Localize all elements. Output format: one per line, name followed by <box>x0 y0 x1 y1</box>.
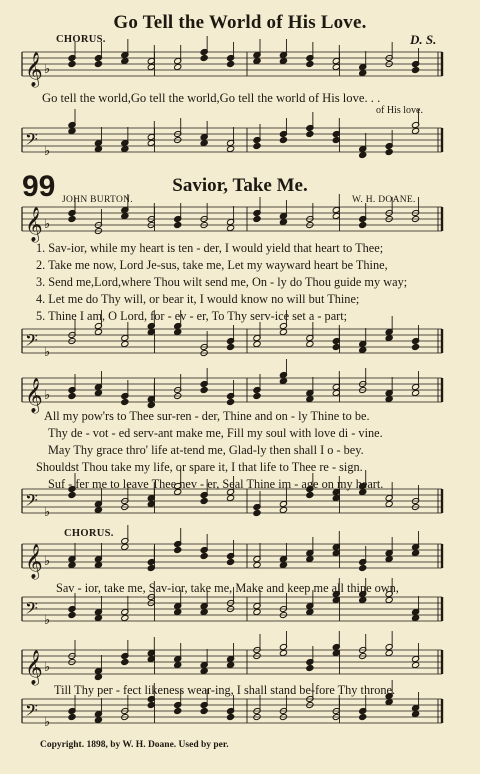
flat-icon: ♭ <box>44 505 51 520</box>
note-head <box>227 224 235 231</box>
note-head <box>412 710 420 717</box>
note-head <box>306 340 314 347</box>
note-head <box>68 127 76 134</box>
note-head <box>412 661 420 668</box>
note-head <box>412 66 420 73</box>
note-head <box>121 614 129 621</box>
note-head <box>359 713 367 720</box>
note-head <box>121 658 129 665</box>
note-head <box>94 60 102 67</box>
flat-icon: ♭ <box>44 660 51 675</box>
note-head <box>68 491 76 498</box>
verse-line-4b: Shouldst Thou take my life, or spare it, I that life to Thee re - sign. <box>36 460 363 474</box>
note-head <box>121 398 129 405</box>
note-head <box>385 596 393 603</box>
hymn-title: Savior, Take Me. <box>172 175 308 196</box>
note-head <box>359 151 367 158</box>
verse-line-2b: Thy de - vot - ed serv-ant make me, Fill my soul with love di - vine. <box>48 426 383 440</box>
note-head <box>147 401 155 408</box>
chorus-label: CHORUS. <box>64 528 114 539</box>
note-head <box>279 57 287 64</box>
hymn-author: JOHN BURTON. <box>62 195 133 205</box>
note-head <box>385 148 393 155</box>
note-head <box>385 395 393 402</box>
bass-clef-icon: 𝄢 <box>25 129 38 153</box>
ds-marking: D. S. <box>410 32 437 47</box>
note-head <box>200 707 208 714</box>
note-head <box>68 713 76 720</box>
note-head <box>385 698 393 705</box>
bass-clef-icon: 𝄢 <box>25 490 38 514</box>
note-head <box>359 69 367 76</box>
note-head <box>94 506 102 513</box>
note-head <box>121 543 129 550</box>
note-head <box>121 340 129 347</box>
note-head <box>200 54 208 61</box>
note-head <box>94 561 102 568</box>
note-head <box>306 608 314 615</box>
treble-clef-icon: 𝄞 <box>25 650 43 685</box>
hymn-composer: W. H. DOANE. <box>352 195 416 205</box>
note-head <box>253 340 261 347</box>
note-head <box>227 343 235 350</box>
copyright-notice: Copyright. 1898, by W. H. Doane. Used by per. <box>40 740 229 750</box>
treble-clef-icon: 𝄞 <box>25 207 43 242</box>
note-head <box>359 346 367 353</box>
note-head <box>412 549 420 556</box>
note-head <box>147 564 155 571</box>
note-head <box>94 145 102 152</box>
note-head <box>306 130 314 137</box>
note-head <box>279 328 287 335</box>
flat-icon: ♭ <box>44 345 51 360</box>
note-head <box>174 608 182 615</box>
verse-line-2a: 2. Take me now, Lord Je-sus, take me, Let my wayward heart be Thine, <box>36 258 388 272</box>
treble-clef-icon: 𝄞 <box>25 544 43 579</box>
note-head <box>253 215 261 222</box>
note-head <box>68 215 76 222</box>
note-head <box>227 145 235 152</box>
verse-line-1a: 1. Sav-ior, while my heart is ten - der, I would yield that heart to Thee; <box>36 241 384 255</box>
note-head <box>359 221 367 228</box>
note-head <box>227 558 235 565</box>
top-chorus-label: CHORUS. <box>56 34 106 45</box>
flat-icon: ♭ <box>44 613 51 628</box>
note-head <box>68 60 76 67</box>
note-head <box>200 497 208 504</box>
note-head <box>412 343 420 350</box>
bass-clef-icon: 𝄢 <box>25 330 38 354</box>
flat-icon: ♭ <box>44 715 51 730</box>
note-head <box>174 661 182 668</box>
note-head <box>359 564 367 571</box>
note-head <box>306 395 314 402</box>
note-head <box>121 57 129 64</box>
flat-icon: ♭ <box>44 388 51 403</box>
note-head <box>68 611 76 618</box>
note-head <box>306 664 314 671</box>
note-head <box>412 614 420 621</box>
note-head <box>174 63 182 70</box>
note-head <box>385 555 393 562</box>
note-head <box>200 386 208 393</box>
note-head <box>121 212 129 219</box>
bass-clef-icon: 𝄢 <box>25 700 38 724</box>
note-head <box>200 667 208 674</box>
note-head <box>385 649 393 656</box>
note-head <box>279 136 287 143</box>
note-head <box>412 389 420 396</box>
note-head <box>200 608 208 615</box>
note-head <box>227 494 235 501</box>
chorus-lyric-1: Sav - ior, take me, Sav-ior, take me, Make and keep me all thine own, <box>56 581 399 595</box>
note-head <box>253 509 261 516</box>
treble-clef-icon: 𝄞 <box>25 378 43 413</box>
note-head <box>306 491 314 498</box>
flat-icon: ♭ <box>44 554 51 569</box>
note-head <box>94 328 102 335</box>
note-head <box>279 506 287 513</box>
note-head <box>253 392 261 399</box>
note-head <box>121 145 129 152</box>
flat-icon: ♭ <box>44 62 51 77</box>
note-head <box>385 334 393 341</box>
note-head <box>174 221 182 228</box>
note-head <box>174 546 182 553</box>
chorus-lyric-2: Till Thy per - fect likeness wear-ing, I shall stand be-fore Thy throne. <box>54 683 396 697</box>
note-head <box>94 673 102 680</box>
note-head <box>68 392 76 399</box>
top-lyric: Go tell the world,Go tell the world,Go tell the world of His love. . . <box>42 91 381 105</box>
note-head <box>412 127 420 134</box>
note-head <box>94 716 102 723</box>
note-head <box>227 398 235 405</box>
note-head <box>279 649 287 656</box>
top-title: Go Tell the World of His Love. <box>113 12 367 33</box>
verse-line-3a: 3. Send me,Lord,where Thou wilt send me, On - ly do Thou guide my way; <box>36 275 408 289</box>
note-head <box>94 614 102 621</box>
note-head <box>227 661 235 668</box>
note-head <box>227 713 235 720</box>
hymn-number: 99 <box>22 170 56 203</box>
note-head <box>94 389 102 396</box>
note-head <box>174 707 182 714</box>
flat-icon: ♭ <box>44 144 51 159</box>
note-head <box>359 596 367 603</box>
note-head <box>279 218 287 225</box>
flat-icon: ♭ <box>44 217 51 232</box>
verse-line-5a: 5. Thine I am, O Lord, for - ev - er, To Thy serv-ice set a - part; <box>36 309 348 323</box>
note-head <box>253 142 261 149</box>
verse-line-5b: Suf - fer me to leave Thee nev - er, Seal Thine im - age on my heart. <box>48 477 384 491</box>
note-head <box>385 500 393 507</box>
note-head <box>200 139 208 146</box>
note-head <box>200 552 208 559</box>
note-head <box>253 608 261 615</box>
verse-line-4a: 4. Let me do Thy will, or bear it, I would know no will but Thine; <box>36 292 360 306</box>
note-head <box>174 328 182 335</box>
note-head <box>253 57 261 64</box>
bass-clef-icon: 𝄢 <box>25 598 38 622</box>
note-head <box>306 555 314 562</box>
note-head <box>306 60 314 67</box>
note-head <box>279 561 287 568</box>
top-lyric-end: of His love. <box>376 105 423 116</box>
verse-line-3b: May Thy grace thro' life at-tend me, Glad-ly then shall I o - bey. <box>48 443 364 457</box>
note-head <box>279 377 287 384</box>
note-head <box>68 561 76 568</box>
note-head <box>253 561 261 568</box>
treble-clef-icon: 𝄞 <box>25 52 43 87</box>
verse-line-1b: All my pow'rs to Thee sur-ren - der, Thine and on - ly Thine to be. <box>44 409 370 423</box>
note-head <box>227 60 235 67</box>
